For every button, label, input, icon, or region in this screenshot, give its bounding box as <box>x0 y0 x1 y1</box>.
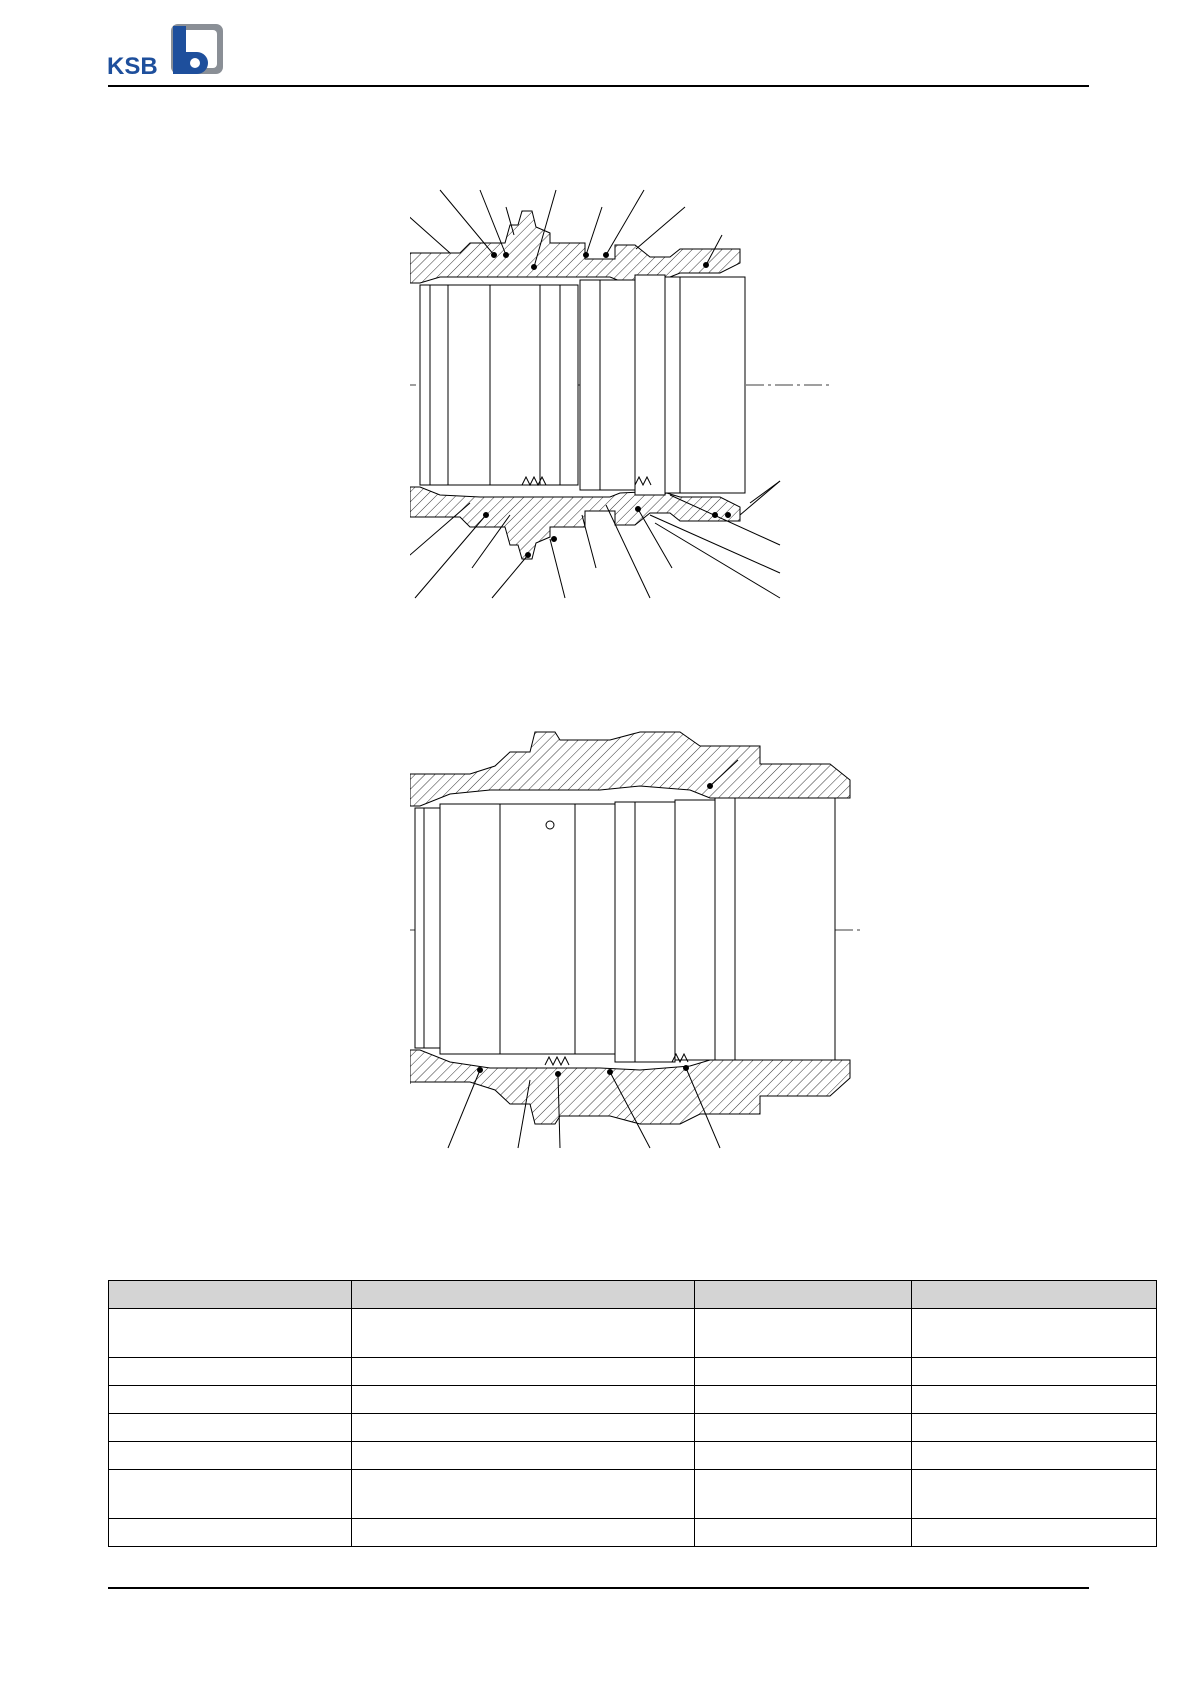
table-row <box>109 1442 1157 1470</box>
table-header-cell <box>695 1281 912 1309</box>
table-row <box>109 1386 1157 1414</box>
lower-sectional-drawing <box>410 710 860 1180</box>
table-row <box>109 1309 1157 1358</box>
table-header-cell <box>352 1281 695 1309</box>
table-row <box>109 1470 1157 1519</box>
parts-table <box>108 1280 1157 1547</box>
ksb-logo <box>107 22 227 78</box>
table-row <box>109 1414 1157 1442</box>
table-header-cell <box>109 1281 352 1309</box>
table-row <box>109 1358 1157 1386</box>
footer-rule <box>108 1587 1089 1589</box>
ksb-logo-lettering: KSB <box>107 53 158 78</box>
table-header-row <box>109 1281 1157 1309</box>
table-header-cell <box>912 1281 1157 1309</box>
table-row <box>109 1519 1157 1547</box>
upper-sectional-drawing <box>410 185 840 655</box>
header-rule <box>108 85 1089 87</box>
